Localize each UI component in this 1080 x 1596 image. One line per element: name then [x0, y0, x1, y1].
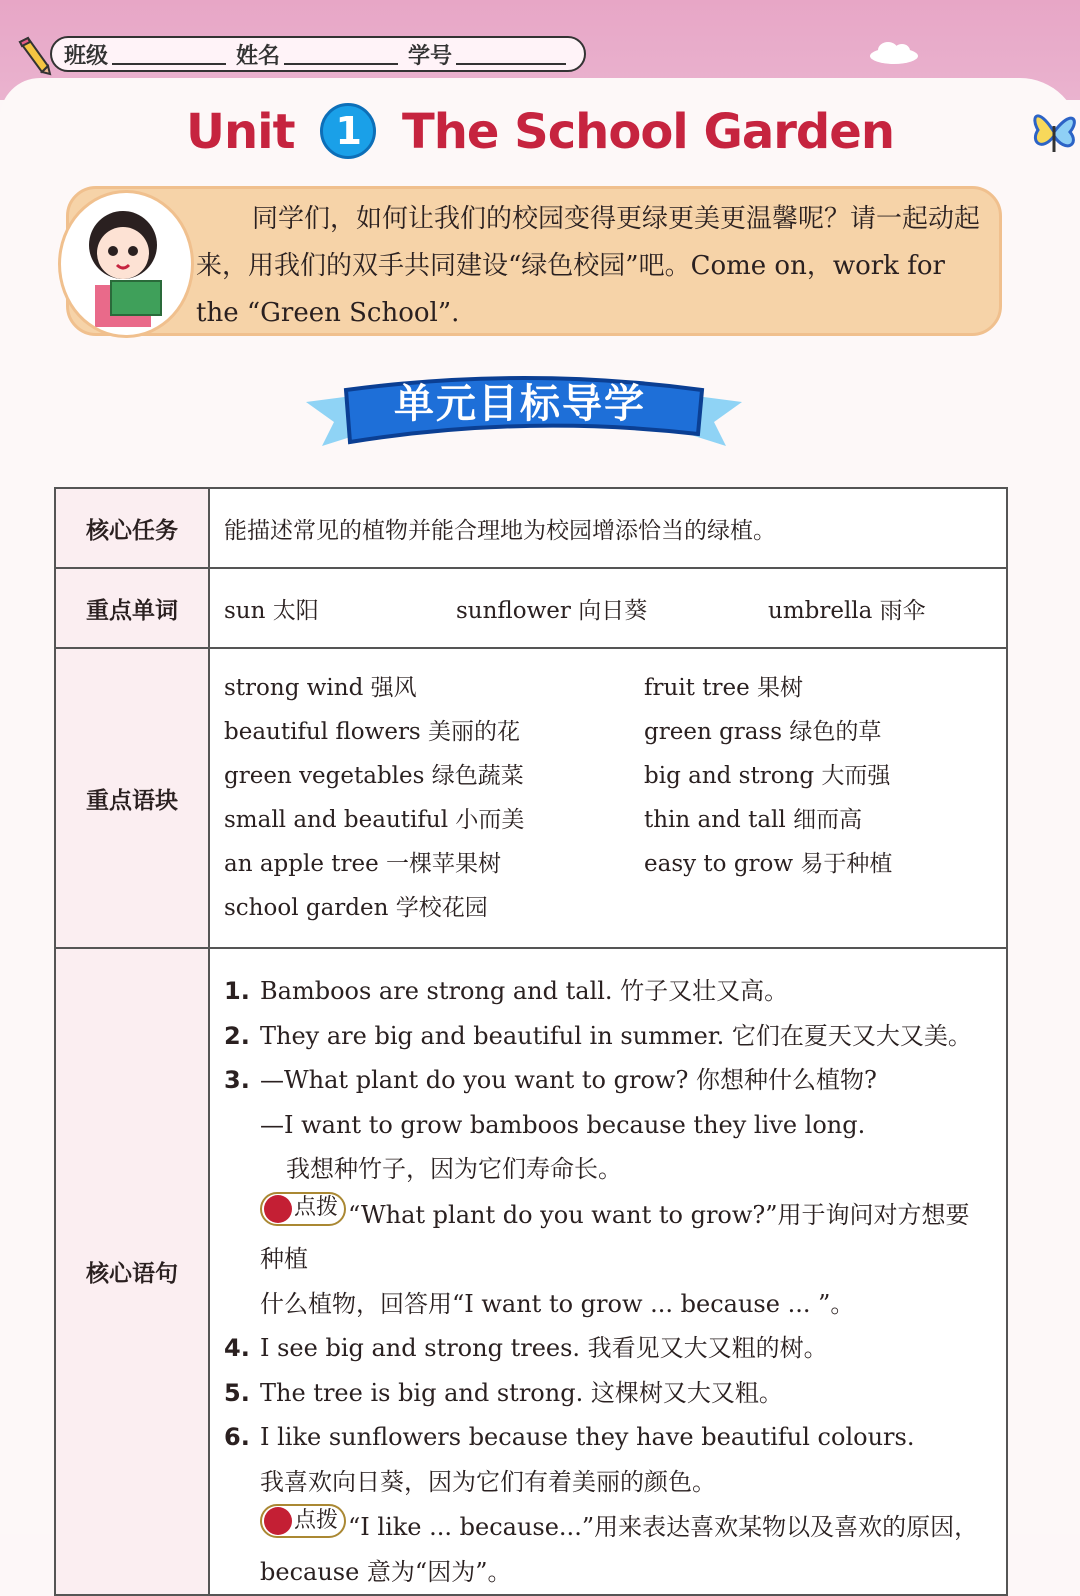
student-id-label: 学号: [408, 43, 453, 69]
sentence-5: [224, 1371, 992, 1416]
phrase-item: thin and tall 细而高: [644, 807, 863, 833]
core-task-cell: [209, 488, 1007, 568]
tip-2-continued: because 意为“因为”。: [260, 1557, 512, 1586]
phrase-item: easy to grow 易于种植: [644, 851, 893, 877]
sentence-3-translation: 我想种竹子，因为它们寿命长。: [286, 1155, 622, 1183]
table-row: [55, 568, 1007, 648]
girl-reading-avatar: [58, 190, 194, 338]
sentence-number: 4.: [224, 1334, 250, 1362]
sentence-number: 3.: [224, 1066, 250, 1094]
intro-paragraph: 同学们，如何让我们的校园变得更绿更美更温馨呢？请一起动起来，用我们的双手共同建设“绿色校园”吧。Come on，work for the “Green School”.: [196, 204, 981, 328]
tip-2: [224, 1504, 992, 1550]
phrase-item: green vegetables 绿色蔬菜: [224, 763, 524, 789]
sentence-3-answer: —I want to grow bamboos because they live long.: [260, 1110, 866, 1139]
pencil-icon: [16, 36, 52, 76]
core-sentences-cell: [209, 948, 1007, 1595]
word-item: sun 太阳: [224, 597, 319, 624]
tip-label: 点拨: [294, 1507, 339, 1533]
phrase-item: fruit tree 果树: [644, 675, 804, 701]
sentence-number: 2.: [224, 1021, 250, 1050]
key-words-cell: [209, 568, 1007, 648]
key-phrases-label: 重点语块: [55, 648, 209, 948]
unit-goals-table: [54, 487, 1008, 1596]
class-blank[interactable]: [112, 43, 226, 65]
word-item: sunflower 向日葵: [456, 597, 648, 624]
phrase-item: [644, 886, 984, 930]
sentence-6: [224, 1415, 992, 1460]
tip-icon: [264, 1507, 292, 1535]
unit-title-text: The School Garden: [401, 104, 895, 160]
phrase-item: green grass 绿色的草: [644, 719, 882, 745]
phrase-item: beautiful flowers 美丽的花: [224, 719, 521, 745]
unit-prefix: Unit: [185, 104, 295, 160]
tip-icon: [264, 1195, 292, 1223]
unit-title: [0, 104, 1080, 163]
name-label: 姓名: [236, 43, 281, 69]
sentence-6-translation: 我喜欢向日葵，因为它们有着美丽的颜色。: [260, 1467, 716, 1496]
class-label: 班级: [64, 43, 109, 69]
sentence-text: I see big and strong trees. 我看见又大又粗的树。: [260, 1334, 828, 1362]
sentence-text: The tree is big and strong. 这棵树又大又粗。: [260, 1378, 783, 1407]
sentence-text: Bamboos are strong and tall. 竹子又壮又高。: [260, 977, 789, 1005]
tip-label: 点拨: [294, 1195, 339, 1221]
phrase-item: big and strong 大而强: [644, 763, 891, 789]
sentence-text: I like sunflowers because they have beautiful colours.: [260, 1423, 915, 1451]
table-row: [55, 948, 1007, 1595]
sentence-text: —What plant do you want to grow? 你想种什么植物?: [260, 1066, 877, 1094]
student-id-blank[interactable]: [456, 43, 566, 65]
core-sentences-label: 核心语句: [55, 948, 209, 1595]
phrase-item: small and beautiful 小而美: [224, 807, 525, 833]
student-info-bar: [50, 36, 586, 72]
core-task-label: 核心任务: [55, 488, 209, 568]
tip-badge: [260, 1192, 346, 1226]
table-row: [55, 488, 1007, 568]
tip-1-continued: 什么植物，回答用“I want to grow ... because ... ”。: [260, 1289, 855, 1318]
tip-badge: [260, 1504, 346, 1538]
word-item: umbrella 雨伞: [768, 597, 926, 624]
tip-text: “What plant do you want to grow?”用于询问对方想要种植: [260, 1200, 970, 1273]
sentence-number: 6.: [224, 1423, 250, 1451]
sentence-3: [224, 1058, 992, 1103]
tip-text: “I like ... because...”用来表达喜欢某物以及喜欢的原因，: [348, 1513, 979, 1541]
unit-number-badge: 1: [320, 103, 376, 159]
name-blank[interactable]: [284, 43, 398, 65]
sentence-number: 1.: [224, 977, 250, 1005]
phrase-item: an apple tree 一棵苹果树: [224, 851, 502, 877]
sentence-1: [224, 969, 992, 1014]
sentence-text: They are big and beautiful in summer. 它们在夏天又大又美。: [260, 1021, 972, 1050]
cloud-icon: [866, 40, 922, 66]
core-task-text: 能描述常见的植物并能合理地为校园增添恰当的绿植。: [224, 517, 776, 544]
sentence-4: [224, 1326, 992, 1371]
key-words-label: 重点单词: [55, 568, 209, 648]
phrase-item: school garden 学校花园: [224, 895, 488, 921]
sentence-2: [224, 1014, 992, 1059]
section-banner-title: 单元目标导学: [394, 381, 646, 427]
tip-1: [224, 1192, 992, 1282]
table-row: [55, 648, 1007, 948]
phrase-item: strong wind 强风: [224, 675, 417, 701]
key-phrases-cell: [209, 648, 1007, 948]
sentence-number: 5.: [224, 1378, 250, 1407]
